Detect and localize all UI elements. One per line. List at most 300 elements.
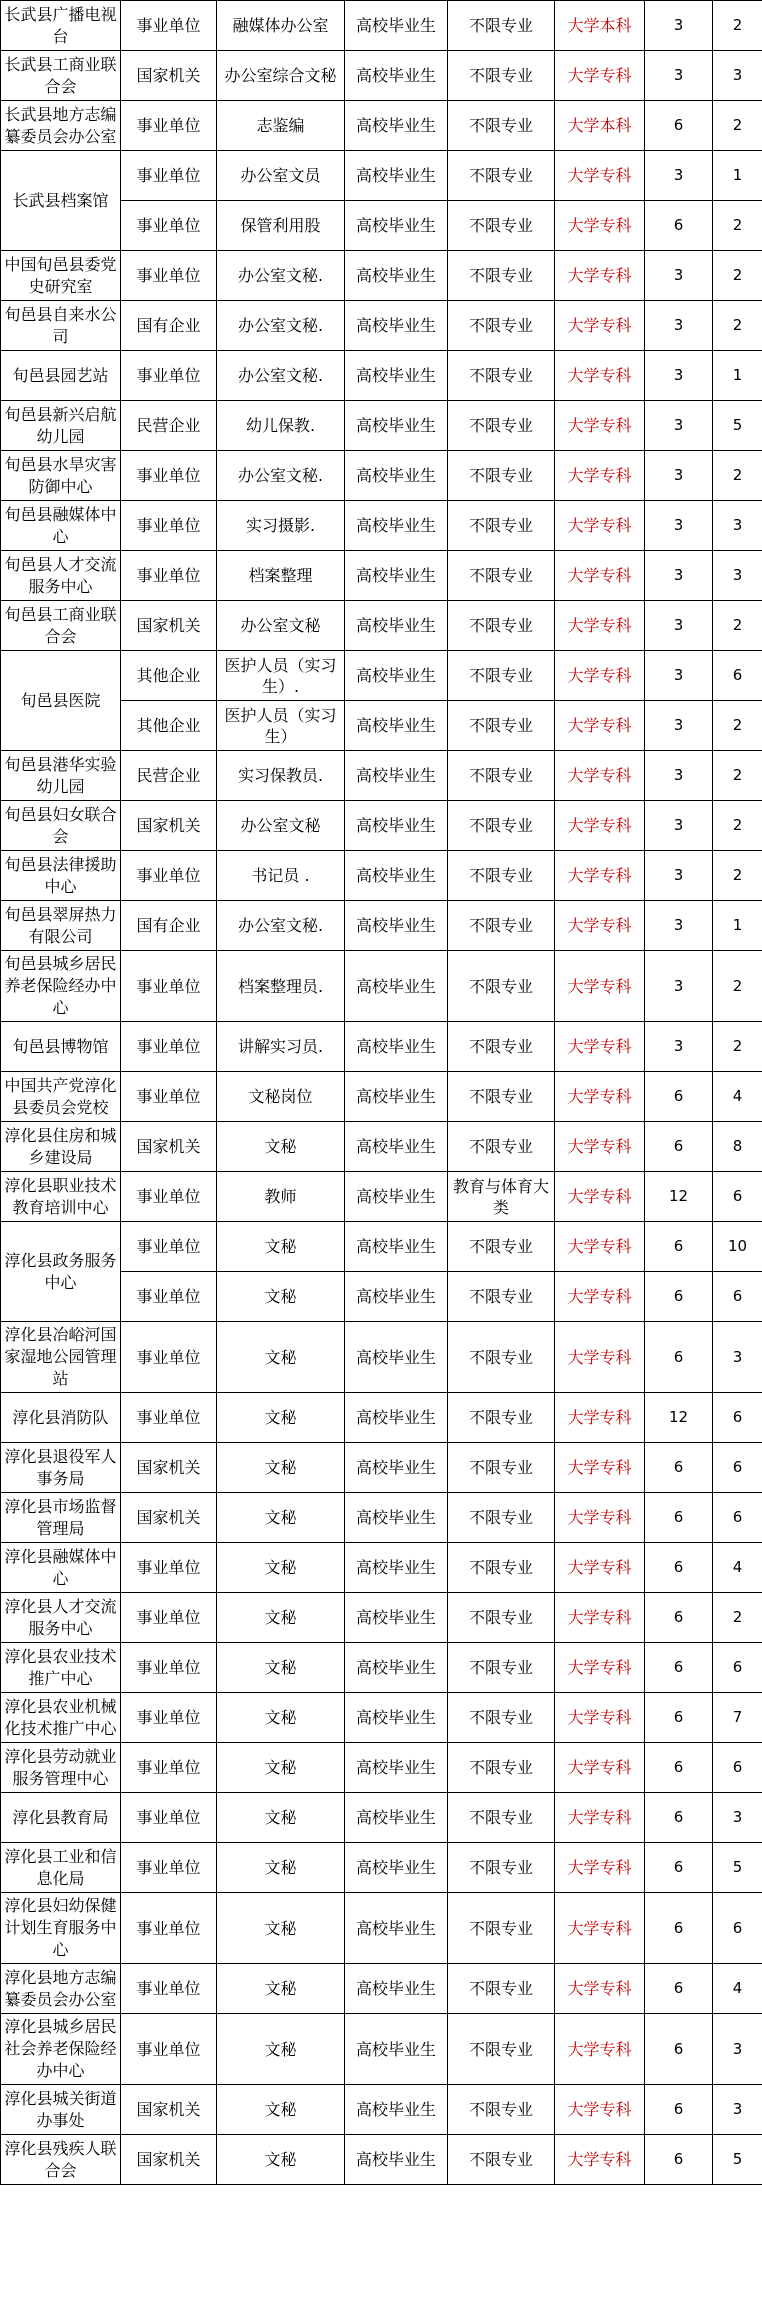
table-row xyxy=(1,251,762,301)
table-row xyxy=(1,2014,762,2085)
recruit-target-cell: 高校毕业生 xyxy=(345,1543,448,1593)
unit-name-cell: 旬邑县融媒体中心 xyxy=(1,501,121,551)
position-cell: 文秘 xyxy=(217,1443,345,1493)
unit-name-cell: 淳化县人才交流服务中心 xyxy=(1,1593,121,1643)
unit-type-cell: 事业单位 xyxy=(121,351,217,401)
table-row xyxy=(1,1593,762,1643)
quota-number-cell: 12 xyxy=(645,1393,713,1443)
unit-type-cell: 事业单位 xyxy=(121,951,217,1022)
major-requirement-cell: 不限专业 xyxy=(448,1893,555,1964)
hired-number-cell: 1 xyxy=(713,151,762,201)
unit-name-cell: 旬邑县妇女联合会 xyxy=(1,801,121,851)
table-row xyxy=(1,1443,762,1493)
major-requirement-cell: 不限专业 xyxy=(448,301,555,351)
education-requirement-cell: 大学专科 xyxy=(555,1493,645,1543)
education-requirement-cell: 大学专科 xyxy=(555,351,645,401)
recruit-target-cell: 高校毕业生 xyxy=(345,151,448,201)
unit-type-cell: 国家机关 xyxy=(121,2085,217,2135)
education-requirement-cell: 大学专科 xyxy=(555,1964,645,2014)
unit-name-cell: 长武县工商业联合会 xyxy=(1,51,121,101)
unit-name-cell: 旬邑县港华实验幼儿园 xyxy=(1,751,121,801)
hired-number-cell: 2 xyxy=(713,1,762,51)
major-requirement-cell: 不限专业 xyxy=(448,601,555,651)
quota-number-cell: 6 xyxy=(645,2135,713,2185)
unit-type-cell: 事业单位 xyxy=(121,1072,217,1122)
unit-type-cell: 事业单位 xyxy=(121,201,217,251)
unit-name-cell: 淳化县工业和信息化局 xyxy=(1,1843,121,1893)
unit-type-cell: 国有企业 xyxy=(121,901,217,951)
quota-number-cell: 6 xyxy=(645,1222,713,1272)
quota-number-cell: 6 xyxy=(645,1793,713,1843)
quota-number-cell: 3 xyxy=(645,501,713,551)
unit-name-cell: 淳化县农业机械化技术推广中心 xyxy=(1,1693,121,1743)
unit-type-cell: 事业单位 xyxy=(121,101,217,151)
table-row xyxy=(1,1843,762,1893)
unit-type-cell: 事业单位 xyxy=(121,2014,217,2085)
hired-number-cell: 2 xyxy=(713,201,762,251)
position-cell: 文秘 xyxy=(217,1743,345,1793)
unit-name-cell: 旬邑县博物馆 xyxy=(1,1022,121,1072)
hired-number-cell: 2 xyxy=(713,751,762,801)
unit-type-cell: 事业单位 xyxy=(121,1022,217,1072)
education-requirement-cell: 大学专科 xyxy=(555,1172,645,1222)
unit-type-cell: 事业单位 xyxy=(121,1693,217,1743)
recruit-target-cell: 高校毕业生 xyxy=(345,201,448,251)
table-row xyxy=(1,801,762,851)
position-cell: 医护人员（实习生）. xyxy=(217,651,345,701)
unit-type-cell: 事业单位 xyxy=(121,501,217,551)
major-requirement-cell: 不限专业 xyxy=(448,2085,555,2135)
unit-type-cell: 国家机关 xyxy=(121,51,217,101)
table-row xyxy=(1,1643,762,1693)
quota-number-cell: 6 xyxy=(645,1122,713,1172)
position-cell: 文秘 xyxy=(217,1493,345,1543)
hired-number-cell: 5 xyxy=(713,401,762,451)
hired-number-cell: 2 xyxy=(713,451,762,501)
quota-number-cell: 6 xyxy=(645,1443,713,1493)
education-requirement-cell: 大学专科 xyxy=(555,1743,645,1793)
quota-number-cell: 3 xyxy=(645,401,713,451)
major-requirement-cell: 不限专业 xyxy=(448,2135,555,2185)
position-cell: 文秘 xyxy=(217,1843,345,1893)
recruit-target-cell: 高校毕业生 xyxy=(345,2085,448,2135)
position-cell: 文秘 xyxy=(217,2135,345,2185)
hired-number-cell: 3 xyxy=(713,51,762,101)
unit-name-cell: 淳化县城关街道办事处 xyxy=(1,2085,121,2135)
position-cell: 志鉴编 xyxy=(217,101,345,151)
hired-number-cell: 6 xyxy=(713,1272,762,1322)
position-cell: 讲解实习员. xyxy=(217,1022,345,1072)
hired-number-cell: 3 xyxy=(713,2085,762,2135)
unit-type-cell: 事业单位 xyxy=(121,1964,217,2014)
unit-type-cell: 事业单位 xyxy=(121,1743,217,1793)
quota-number-cell: 6 xyxy=(645,1893,713,1964)
quota-number-cell: 3 xyxy=(645,251,713,301)
table-row xyxy=(1,2085,762,2135)
unit-name-cell: 淳化县地方志编纂委员会办公室 xyxy=(1,1964,121,2014)
unit-name-cell: 旬邑县医院 xyxy=(1,651,121,751)
major-requirement-cell: 不限专业 xyxy=(448,1322,555,1393)
education-requirement-cell: 大学专科 xyxy=(555,751,645,801)
education-requirement-cell: 大学专科 xyxy=(555,1443,645,1493)
unit-name-cell: 旬邑县自来水公司 xyxy=(1,301,121,351)
unit-name-cell: 淳化县职业技术教育培训中心 xyxy=(1,1172,121,1222)
table-row xyxy=(1,151,762,201)
education-requirement-cell: 大学专科 xyxy=(555,1543,645,1593)
table-row xyxy=(1,301,762,351)
table-row xyxy=(1,101,762,151)
major-requirement-cell: 不限专业 xyxy=(448,1843,555,1893)
unit-name-cell: 淳化县农业技术推广中心 xyxy=(1,1643,121,1693)
unit-name-cell: 长武县地方志编纂委员会办公室 xyxy=(1,101,121,151)
recruit-target-cell: 高校毕业生 xyxy=(345,1272,448,1322)
education-requirement-cell: 大学本科 xyxy=(555,1,645,51)
position-cell: 档案整理员. xyxy=(217,951,345,1022)
unit-type-cell: 国家机关 xyxy=(121,601,217,651)
position-cell: 实习摄影. xyxy=(217,501,345,551)
major-requirement-cell: 不限专业 xyxy=(448,1022,555,1072)
table-row xyxy=(1,1,762,51)
unit-type-cell: 事业单位 xyxy=(121,851,217,901)
education-requirement-cell: 大学专科 xyxy=(555,601,645,651)
recruit-target-cell: 高校毕业生 xyxy=(345,451,448,501)
unit-type-cell: 事业单位 xyxy=(121,1272,217,1322)
quota-number-cell: 6 xyxy=(645,1322,713,1393)
major-requirement-cell: 不限专业 xyxy=(448,1793,555,1843)
position-cell: 文秘 xyxy=(217,1643,345,1693)
unit-type-cell: 事业单位 xyxy=(121,151,217,201)
major-requirement-cell: 不限专业 xyxy=(448,501,555,551)
quota-number-cell: 6 xyxy=(645,1593,713,1643)
unit-name-cell: 旬邑县人才交流服务中心 xyxy=(1,551,121,601)
recruit-target-cell: 高校毕业生 xyxy=(345,551,448,601)
position-cell: 办公室文秘 xyxy=(217,601,345,651)
education-requirement-cell: 大学专科 xyxy=(555,2085,645,2135)
quota-number-cell: 6 xyxy=(645,1543,713,1593)
major-requirement-cell: 不限专业 xyxy=(448,1,555,51)
recruit-target-cell: 高校毕业生 xyxy=(345,1443,448,1493)
quota-number-cell: 3 xyxy=(645,701,713,751)
education-requirement-cell: 大学专科 xyxy=(555,2014,645,2085)
position-cell: 书记员 . xyxy=(217,851,345,901)
recruit-target-cell: 高校毕业生 xyxy=(345,751,448,801)
table-row xyxy=(1,551,762,601)
unit-type-cell: 事业单位 xyxy=(121,1322,217,1393)
education-requirement-cell: 大学专科 xyxy=(555,1393,645,1443)
unit-type-cell: 其他企业 xyxy=(121,701,217,751)
position-cell: 幼儿保教. xyxy=(217,401,345,451)
quota-number-cell: 3 xyxy=(645,651,713,701)
major-requirement-cell: 不限专业 xyxy=(448,1593,555,1643)
unit-name-cell: 淳化县退役军人事务局 xyxy=(1,1443,121,1493)
position-cell: 文秘 xyxy=(217,1393,345,1443)
major-requirement-cell: 不限专业 xyxy=(448,851,555,901)
major-requirement-cell: 不限专业 xyxy=(448,751,555,801)
position-cell: 医护人员（实习生） xyxy=(217,701,345,751)
table-row xyxy=(1,451,762,501)
hired-number-cell: 6 xyxy=(713,651,762,701)
position-cell: 办公室文秘. xyxy=(217,351,345,401)
unit-name-cell: 旬邑县城乡居民养老保险经办中心 xyxy=(1,951,121,1022)
quota-number-cell: 6 xyxy=(645,101,713,151)
table-row xyxy=(1,751,762,801)
position-cell: 文秘 xyxy=(217,1593,345,1643)
quota-number-cell: 6 xyxy=(645,1643,713,1693)
recruit-target-cell: 高校毕业生 xyxy=(345,1393,448,1443)
position-cell: 融媒体办公室 xyxy=(217,1,345,51)
major-requirement-cell: 不限专业 xyxy=(448,801,555,851)
recruit-target-cell: 高校毕业生 xyxy=(345,1643,448,1693)
unit-name-cell: 旬邑县新兴启航幼儿园 xyxy=(1,401,121,451)
unit-type-cell: 民营企业 xyxy=(121,401,217,451)
hired-number-cell: 6 xyxy=(713,1172,762,1222)
position-cell: 实习保教员. xyxy=(217,751,345,801)
position-cell: 文秘 xyxy=(217,1322,345,1393)
recruitment-table-body xyxy=(1,1,762,2185)
quota-number-cell: 3 xyxy=(645,551,713,601)
major-requirement-cell: 不限专业 xyxy=(448,701,555,751)
hired-number-cell: 3 xyxy=(713,1793,762,1843)
unit-name-cell: 淳化县市场监督管理局 xyxy=(1,1493,121,1543)
recruit-target-cell: 高校毕业生 xyxy=(345,51,448,101)
table-row xyxy=(1,1322,762,1393)
recruit-target-cell: 高校毕业生 xyxy=(345,351,448,401)
unit-type-cell: 国家机关 xyxy=(121,1443,217,1493)
education-requirement-cell: 大学专科 xyxy=(555,151,645,201)
unit-type-cell: 国家机关 xyxy=(121,801,217,851)
major-requirement-cell: 不限专业 xyxy=(448,1964,555,2014)
recruit-target-cell: 高校毕业生 xyxy=(345,1072,448,1122)
education-requirement-cell: 大学专科 xyxy=(555,701,645,751)
recruit-target-cell: 高校毕业生 xyxy=(345,251,448,301)
hired-number-cell: 6 xyxy=(713,1393,762,1443)
hired-number-cell: 2 xyxy=(713,1593,762,1643)
hired-number-cell: 2 xyxy=(713,101,762,151)
unit-name-cell: 旬邑县法律援助中心 xyxy=(1,851,121,901)
table-row xyxy=(1,1022,762,1072)
major-requirement-cell: 不限专业 xyxy=(448,951,555,1022)
hired-number-cell: 4 xyxy=(713,1964,762,2014)
quota-number-cell: 6 xyxy=(645,1843,713,1893)
recruit-target-cell: 高校毕业生 xyxy=(345,601,448,651)
major-requirement-cell: 不限专业 xyxy=(448,1693,555,1743)
unit-type-cell: 事业单位 xyxy=(121,551,217,601)
unit-type-cell: 国家机关 xyxy=(121,2135,217,2185)
education-requirement-cell: 大学专科 xyxy=(555,401,645,451)
major-requirement-cell: 不限专业 xyxy=(448,1122,555,1172)
table-row xyxy=(1,2135,762,2185)
unit-type-cell: 事业单位 xyxy=(121,1,217,51)
education-requirement-cell: 大学专科 xyxy=(555,1693,645,1743)
quota-number-cell: 3 xyxy=(645,1,713,51)
unit-type-cell: 事业单位 xyxy=(121,1393,217,1443)
education-requirement-cell: 大学专科 xyxy=(555,1022,645,1072)
unit-type-cell: 事业单位 xyxy=(121,451,217,501)
table-row xyxy=(1,1964,762,2014)
education-requirement-cell: 大学专科 xyxy=(555,951,645,1022)
recruit-target-cell: 高校毕业生 xyxy=(345,1793,448,1843)
unit-name-cell: 淳化县残疾人联合会 xyxy=(1,2135,121,2185)
major-requirement-cell: 不限专业 xyxy=(448,101,555,151)
position-cell: 文秘 xyxy=(217,1122,345,1172)
table-row xyxy=(1,351,762,401)
quota-number-cell: 3 xyxy=(645,851,713,901)
position-cell: 文秘 xyxy=(217,1693,345,1743)
quota-number-cell: 6 xyxy=(645,1272,713,1322)
hired-number-cell: 2 xyxy=(713,951,762,1022)
major-requirement-cell: 不限专业 xyxy=(448,651,555,701)
hired-number-cell: 7 xyxy=(713,1693,762,1743)
education-requirement-cell: 大学专科 xyxy=(555,201,645,251)
quota-number-cell: 6 xyxy=(645,1693,713,1743)
education-requirement-cell: 大学专科 xyxy=(555,301,645,351)
recruit-target-cell: 高校毕业生 xyxy=(345,851,448,901)
table-row xyxy=(1,1543,762,1593)
unit-name-cell: 淳化县劳动就业服务管理中心 xyxy=(1,1743,121,1793)
quota-number-cell: 3 xyxy=(645,51,713,101)
recruit-target-cell: 高校毕业生 xyxy=(345,1964,448,2014)
education-requirement-cell: 大学专科 xyxy=(555,551,645,601)
recruit-target-cell: 高校毕业生 xyxy=(345,101,448,151)
hired-number-cell: 10 xyxy=(713,1222,762,1272)
hired-number-cell: 3 xyxy=(713,1322,762,1393)
unit-name-cell: 淳化县妇幼保健计划生育服务中心 xyxy=(1,1893,121,1964)
quota-number-cell: 6 xyxy=(645,1743,713,1793)
quota-number-cell: 6 xyxy=(645,2085,713,2135)
position-cell: 办公室文秘. xyxy=(217,301,345,351)
hired-number-cell: 2 xyxy=(713,701,762,751)
recruit-target-cell: 高校毕业生 xyxy=(345,1693,448,1743)
recruit-target-cell: 高校毕业生 xyxy=(345,2135,448,2185)
unit-name-cell: 旬邑县园艺站 xyxy=(1,351,121,401)
unit-type-cell: 国有企业 xyxy=(121,301,217,351)
table-row xyxy=(1,1693,762,1743)
major-requirement-cell: 不限专业 xyxy=(448,2014,555,2085)
unit-type-cell: 事业单位 xyxy=(121,1172,217,1222)
hired-number-cell: 4 xyxy=(713,1072,762,1122)
unit-type-cell: 民营企业 xyxy=(121,751,217,801)
unit-name-cell: 淳化县融媒体中心 xyxy=(1,1543,121,1593)
unit-name-cell: 中国共产党淳化县委员会党校 xyxy=(1,1072,121,1122)
education-requirement-cell: 大学专科 xyxy=(555,801,645,851)
quota-number-cell: 3 xyxy=(645,301,713,351)
table-row xyxy=(1,1072,762,1122)
quota-number-cell: 6 xyxy=(645,1964,713,2014)
recruit-target-cell: 高校毕业生 xyxy=(345,1222,448,1272)
table-row xyxy=(1,1222,762,1272)
position-cell: 教师 xyxy=(217,1172,345,1222)
major-requirement-cell: 不限专业 xyxy=(448,1493,555,1543)
quota-number-cell: 3 xyxy=(645,751,713,801)
major-requirement-cell: 不限专业 xyxy=(448,1743,555,1793)
hired-number-cell: 6 xyxy=(713,1893,762,1964)
position-cell: 文秘 xyxy=(217,1272,345,1322)
recruit-target-cell: 高校毕业生 xyxy=(345,1843,448,1893)
education-requirement-cell: 大学专科 xyxy=(555,501,645,551)
recruit-target-cell: 高校毕业生 xyxy=(345,301,448,351)
position-cell: 办公室文秘 xyxy=(217,801,345,851)
table-row xyxy=(1,1122,762,1172)
position-cell: 文秘 xyxy=(217,1793,345,1843)
hired-number-cell: 6 xyxy=(713,1643,762,1693)
recruit-target-cell: 高校毕业生 xyxy=(345,1322,448,1393)
education-requirement-cell: 大学专科 xyxy=(555,1843,645,1893)
unit-name-cell: 长武县广播电视台 xyxy=(1,1,121,51)
table-row xyxy=(1,1793,762,1843)
position-cell: 保管利用股 xyxy=(217,201,345,251)
quota-number-cell: 3 xyxy=(645,1022,713,1072)
table-row xyxy=(1,1393,762,1443)
hired-number-cell: 6 xyxy=(713,1443,762,1493)
hired-number-cell: 2 xyxy=(713,301,762,351)
table-row xyxy=(1,601,762,651)
hired-number-cell: 2 xyxy=(713,851,762,901)
recruit-target-cell: 高校毕业生 xyxy=(345,1743,448,1793)
recruit-target-cell: 高校毕业生 xyxy=(345,701,448,751)
unit-type-cell: 事业单位 xyxy=(121,1793,217,1843)
table-row xyxy=(1,651,762,701)
hired-number-cell: 5 xyxy=(713,1843,762,1893)
quota-number-cell: 3 xyxy=(645,951,713,1022)
position-cell: 文秘 xyxy=(217,1543,345,1593)
recruit-target-cell: 高校毕业生 xyxy=(345,2014,448,2085)
position-cell: 办公室综合文秘 xyxy=(217,51,345,101)
major-requirement-cell: 不限专业 xyxy=(448,351,555,401)
education-requirement-cell: 大学专科 xyxy=(555,451,645,501)
unit-type-cell: 事业单位 xyxy=(121,1593,217,1643)
unit-name-cell: 旬邑县工商业联合会 xyxy=(1,601,121,651)
table-row xyxy=(1,1493,762,1543)
unit-name-cell: 淳化县消防队 xyxy=(1,1393,121,1443)
position-cell: 文秘 xyxy=(217,1964,345,2014)
unit-name-cell: 旬邑县翠屏热力有限公司 xyxy=(1,901,121,951)
recruit-target-cell: 高校毕业生 xyxy=(345,951,448,1022)
recruit-target-cell: 高校毕业生 xyxy=(345,801,448,851)
table-row xyxy=(1,401,762,451)
quota-number-cell: 3 xyxy=(645,901,713,951)
unit-name-cell: 淳化县住房和城乡建设局 xyxy=(1,1122,121,1172)
unit-type-cell: 国家机关 xyxy=(121,1122,217,1172)
recruit-target-cell: 高校毕业生 xyxy=(345,1,448,51)
unit-type-cell: 事业单位 xyxy=(121,1893,217,1964)
position-cell: 文秘 xyxy=(217,2014,345,2085)
major-requirement-cell: 不限专业 xyxy=(448,1643,555,1693)
major-requirement-cell: 不限专业 xyxy=(448,1393,555,1443)
position-cell: 办公室文员 xyxy=(217,151,345,201)
education-requirement-cell: 大学专科 xyxy=(555,851,645,901)
unit-type-cell: 事业单位 xyxy=(121,1843,217,1893)
unit-name-cell: 淳化县政务服务中心 xyxy=(1,1222,121,1322)
education-requirement-cell: 大学本科 xyxy=(555,101,645,151)
hired-number-cell: 1 xyxy=(713,351,762,401)
education-requirement-cell: 大学专科 xyxy=(555,1593,645,1643)
table-row xyxy=(1,1893,762,1964)
recruit-target-cell: 高校毕业生 xyxy=(345,401,448,451)
quota-number-cell: 12 xyxy=(645,1172,713,1222)
major-requirement-cell: 教育与体育大类 xyxy=(448,1172,555,1222)
quota-number-cell: 3 xyxy=(645,601,713,651)
hired-number-cell: 2 xyxy=(713,801,762,851)
education-requirement-cell: 大学专科 xyxy=(555,251,645,301)
recruit-target-cell: 高校毕业生 xyxy=(345,1593,448,1643)
quota-number-cell: 6 xyxy=(645,1072,713,1122)
education-requirement-cell: 大学专科 xyxy=(555,1643,645,1693)
education-requirement-cell: 大学专科 xyxy=(555,1072,645,1122)
hired-number-cell: 3 xyxy=(713,2014,762,2085)
position-cell: 文秘岗位 xyxy=(217,1072,345,1122)
quota-number-cell: 3 xyxy=(645,801,713,851)
position-cell: 文秘 xyxy=(217,1893,345,1964)
